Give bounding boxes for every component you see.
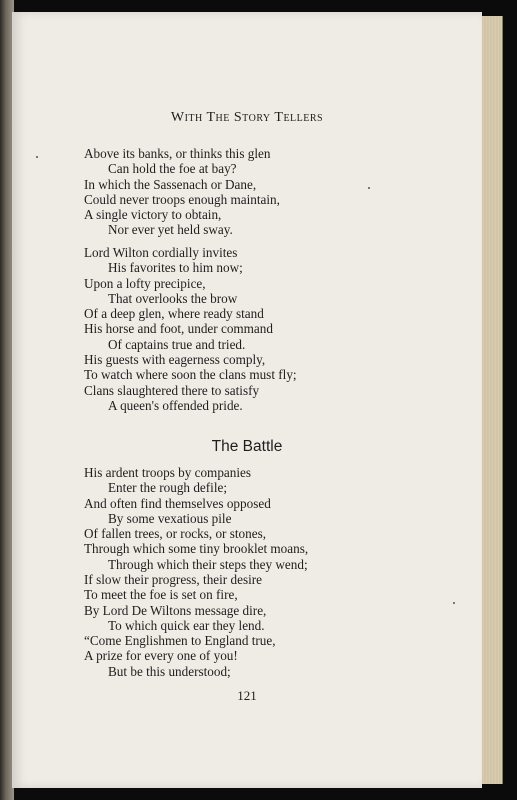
stanza-2 [84, 245, 297, 413]
running-head: With The Story Tellers [170, 110, 324, 125]
poem-line: If slow their progress, their desire [84, 572, 262, 588]
poem-line: And often find themselves opposed [84, 495, 271, 511]
poem-line: Upon a lofty precipice, [84, 275, 206, 291]
page-fore-edge [482, 16, 503, 784]
poem-line: Clans slaughtered there to satisfy [84, 382, 260, 398]
poem-line: “Come Englishmen to England true, [84, 633, 276, 648]
poem-line: His horse and foot, under command [84, 321, 273, 337]
poem-line: Of fallen trees, or rocks, or stones, [84, 526, 267, 542]
section-title: The Battle [211, 438, 283, 455]
poem-line: Through which some tiny brooklet moans, [84, 541, 309, 557]
page-number: 121 [237, 688, 257, 703]
poem-line: Through which their steps they wend; [108, 556, 308, 572]
stanza-4 [84, 633, 276, 679]
poem-line: His guests with eagerness comply, [84, 352, 266, 368]
poem-line: A prize for every one of you! [84, 648, 238, 664]
poem-line: That overlooks the brow [108, 290, 238, 306]
poem-line: Could never troops enough maintain, [84, 191, 280, 207]
poem-line: But be this understood; [108, 663, 231, 679]
poem-line: Of captains true and tried. [108, 336, 246, 352]
paper-speck [453, 602, 455, 604]
poem-line: To meet the foe is set on fire, [84, 587, 238, 603]
poem-line: A queen's offended pride. [108, 397, 243, 413]
paper-speck [36, 156, 38, 158]
poem-line: To which quick ear they lend. [108, 617, 265, 633]
poem-line: His favorites to him now; [108, 260, 243, 276]
poem-line: Of a deep glen, where ready stand [84, 306, 264, 322]
poem-line: Can hold the foe at bay? [108, 161, 237, 177]
poem-line: Nor ever yet held sway. [108, 222, 233, 238]
poem-line: Lord Wilton cordially invites [84, 245, 238, 260]
poem-line: By some vexatious pile [108, 510, 232, 526]
poem-line: In which the Sassenach or Dane, [84, 176, 257, 192]
stanza-1 [84, 146, 280, 238]
poem-line: By Lord De Wiltons message dire, [84, 602, 267, 618]
poem-line: A single victory to obtain, [84, 207, 222, 223]
poem-line: Enter the rough defile; [108, 480, 228, 496]
poem-line: Above its banks, or thinks this glen [84, 146, 271, 161]
stanza-3 [84, 465, 308, 633]
paper-speck [368, 187, 370, 189]
poem-line: His ardent troops by companies [84, 465, 252, 480]
poem-line: To watch where soon the clans must fly; [84, 367, 297, 383]
book-page [12, 12, 482, 788]
